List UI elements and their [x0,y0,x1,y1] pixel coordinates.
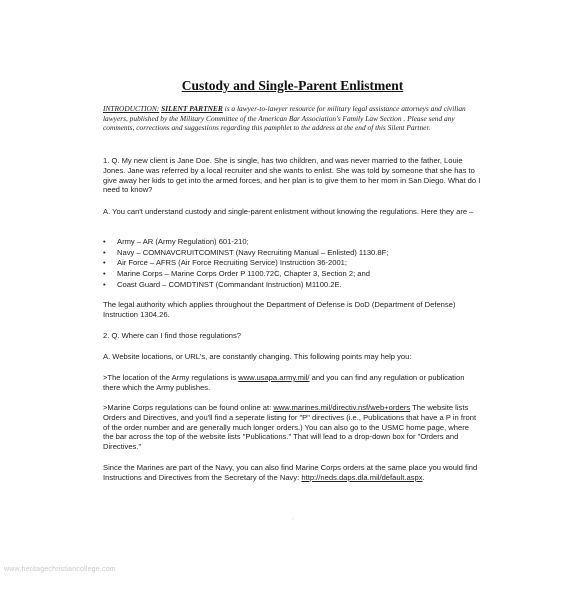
navy-text-before: Since the Marines are part of the Navy, you can also find Marine Corps orders at the same place you would find Instructions and Directives from the Secretary of the Navy: [103,463,478,482]
watermark-text: www.heritagechristiancollege.com [4,566,116,573]
navy-paragraph [103,463,481,483]
bullet-icon: • [103,247,106,257]
answer-2: A. Website locations, or URL's, are constantly changing. This following points may help you: [103,352,412,361]
intro-label: INTRODUCTION: [103,104,160,113]
list-item-text: Army – AR (Army Regulation) 601-210; [117,237,249,246]
army-text-after: and you can find any regulation or publication there which the Army publishes. [103,373,465,392]
army-paragraph [103,373,481,393]
list-item-text: Coast Guard – COMDTINST (Commandant Instruction) M1100.2E. [117,279,342,289]
marines-link[interactable]: www.marines.mil/directiv.nsf/web+orders [273,403,411,412]
intro-text: is a lawyer-to-lawyer resource for military legal assistance attorneys and civilian lawyers, published by the Military Committee of the American Bar Association's Family Law Section . Please send any comments, corrections and suggestions regarding this pamphlet to the address at the end of this Silent Partner. [103,104,466,133]
army-text-before: >The location of the Army regulations is [103,373,239,382]
question-1: 1. Q. My new client is Jane Doe. She is single, has two children, and was never married to the father, Louie Jones. Jane was referred by a local recruiter and she wants to enlist. She was told by someone that she has to give away her kids to get into the armed forces, and her plan is to give them to her mom in San Diego. What do I need to know? [103,156,481,195]
document-title: Custody and Single-Parent Enlistment [181,78,404,93]
list-item-text: Air Force – AFRS (Air Force Recruiting Service) Instruction 36-2001; [117,258,348,268]
answer-1: A. You can't understand custody and single-parent enlistment without knowing the regulations. Here they are – [103,207,474,216]
army-link[interactable]: www.usapa.army.mil/ [238,373,310,382]
list-item [103,237,481,248]
intro-paragraph [103,104,481,133]
page-marker-dot: . [292,515,294,521]
navy-link[interactable]: http://neds.daps.dla.mil/default.aspx [301,472,423,482]
bullet-icon: • [103,258,106,268]
list-item [103,248,481,259]
marines-text-after: The website lists Orders and Directives, and you'll find a seperate listing for "P" directives (i.e., Publications that have a P in front of the order number and are generally much longer orders.) You can also go to the USMC home page, where the bar across the top of the website lists "Publications." That will lead to a drop-down box for "Orders and Directives." [103,403,477,452]
regulations-list [103,237,481,291]
list-item [103,280,481,291]
question-2: 2. Q. Where can I find those regulations? [103,331,242,340]
marines-paragraph [103,403,481,452]
navy-text-after: . [422,472,425,482]
list-item [103,258,481,269]
list-item-text: Navy – COMNAVCRUITCOMINST (Navy Recruiting Manual – Enlisted) 1130.8F; [117,247,389,257]
intro-partner-name: SILENT PARTNER [161,104,223,113]
marines-text-before: >Marine Corps regulations can be found online at: [103,403,274,412]
legal-authority-paragraph: The legal authority which applies throughout the Department of Defense is DoD (Department of Defense) Instruction 1304.26. [103,300,456,319]
bullet-icon: • [103,279,106,289]
list-item [103,269,481,280]
bullet-icon: • [103,269,106,279]
list-item-text: Marine Corps – Marine Corps Order P 1100.72C, Chapter 3, Section 2; and [117,269,370,279]
bullet-icon: • [103,237,106,246]
